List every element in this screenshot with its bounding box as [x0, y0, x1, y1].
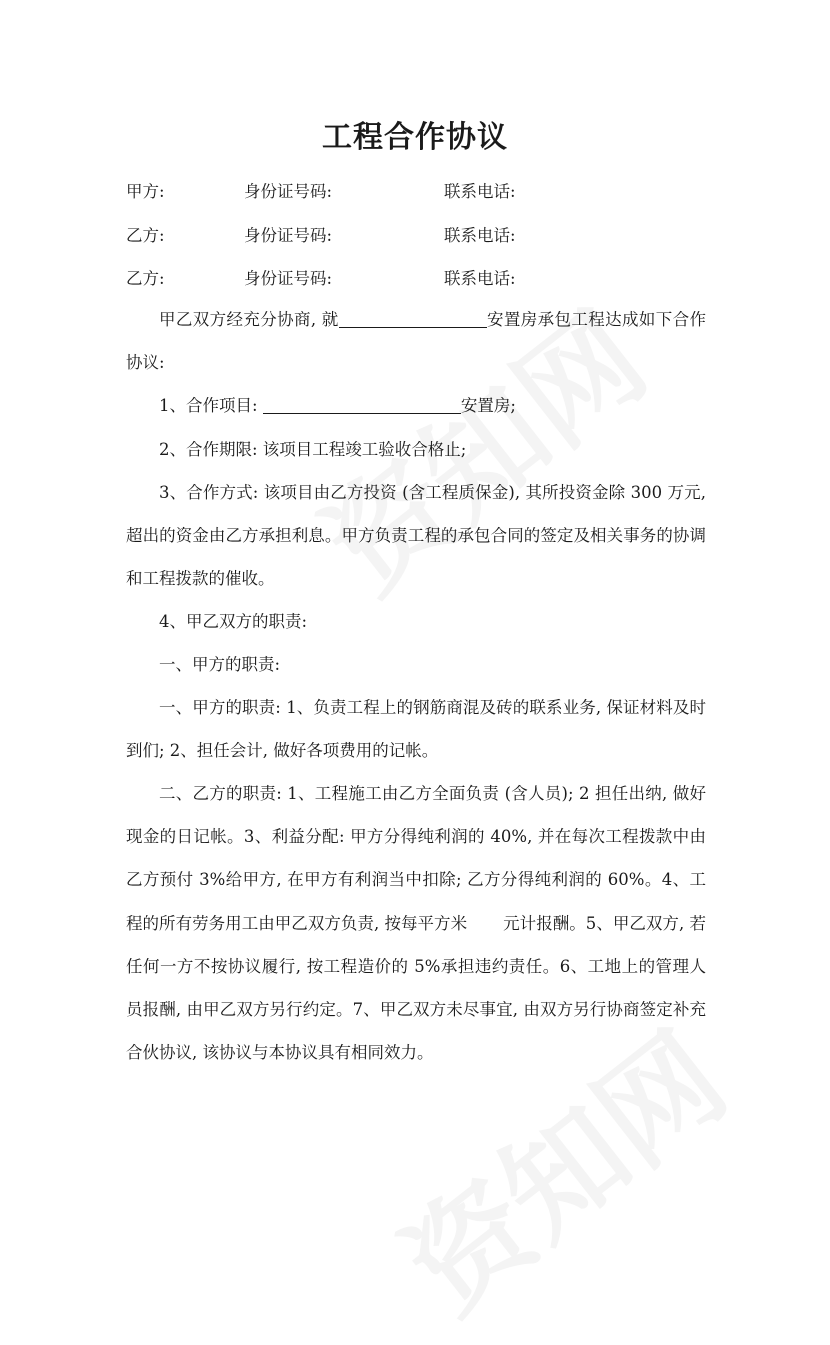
item1-text-before: 1、合作项目:: [159, 396, 263, 415]
id-number-label: 身份证号码:: [244, 269, 333, 288]
id-number-label: 身份证号码:: [244, 226, 333, 245]
project-name-blank: [339, 309, 487, 328]
document-title: 工程合作协议: [322, 120, 508, 155]
item-cooperation-project: [126, 384, 706, 427]
section-a-body: 一、甲方的职责: 1、负责工程上的钢筋商混及砖的联系业务, 保证材料及时到们; 2、担任会计, 做好各项费用的记帐。: [126, 698, 706, 761]
phone-label: 联系电话:: [444, 269, 516, 288]
item-cooperation-period: 2、合作期限: 该项目工程竣工验收合格止;: [159, 440, 467, 459]
item-responsibilities: 4、甲乙双方的职责:: [159, 612, 308, 631]
intro-text-before: 甲乙双方经充分协商, 就: [159, 310, 339, 329]
section-b-text-after: 元计报酬。5、甲乙双方, 若任何一方不按协议履行, 按工程造价的 5%承担违约责任。6、工地上的管理人员报酬, 由甲乙双方另行约定。7、甲乙双方未尽事宜, 由双方另行协商签定补充合伙协议, 该协议与本协议具有相同效力。: [126, 913, 706, 1063]
item1-text-after: 安置房;: [460, 396, 516, 415]
phone-label: 联系电话:: [444, 182, 516, 201]
intro-paragraph: [126, 298, 706, 384]
party-role: 乙方:: [126, 269, 165, 288]
intro-text-after: 安置房承包工程达成如下合作协议:: [126, 310, 706, 373]
project-blank: [263, 395, 461, 414]
party-role: 甲方:: [126, 182, 165, 201]
item-cooperation-method: 3、合作方式: 该项目由乙方投资 (含工程质保金), 其所投资金除 300 万元, 超出的资金由乙方承担利息。甲方负责工程的承包合同的签定及相关事务的协调和工程拨款的催收。: [126, 483, 706, 589]
party-role: 乙方:: [126, 226, 165, 245]
id-number-label: 身份证号码:: [244, 182, 333, 201]
section-b-body: [126, 772, 706, 1074]
section-a-heading: 一、甲方的职责:: [159, 655, 281, 674]
section-b-text-before: 二、乙方的职责: 1、工程施工由乙方全面负责 (含人员); 2 担任出纳, 做好现金的日记帐。3、利益分配: 甲方分得纯利润的 40%, 并在每次工程拨款中由乙方预付 3%给甲方, 在甲方有利润当中扣除; 乙方分得纯利润的 60%。4、工程的所有劳务用工由甲乙双方负责, 按每平方米: [126, 784, 706, 933]
phone-label: 联系电话:: [444, 226, 516, 245]
